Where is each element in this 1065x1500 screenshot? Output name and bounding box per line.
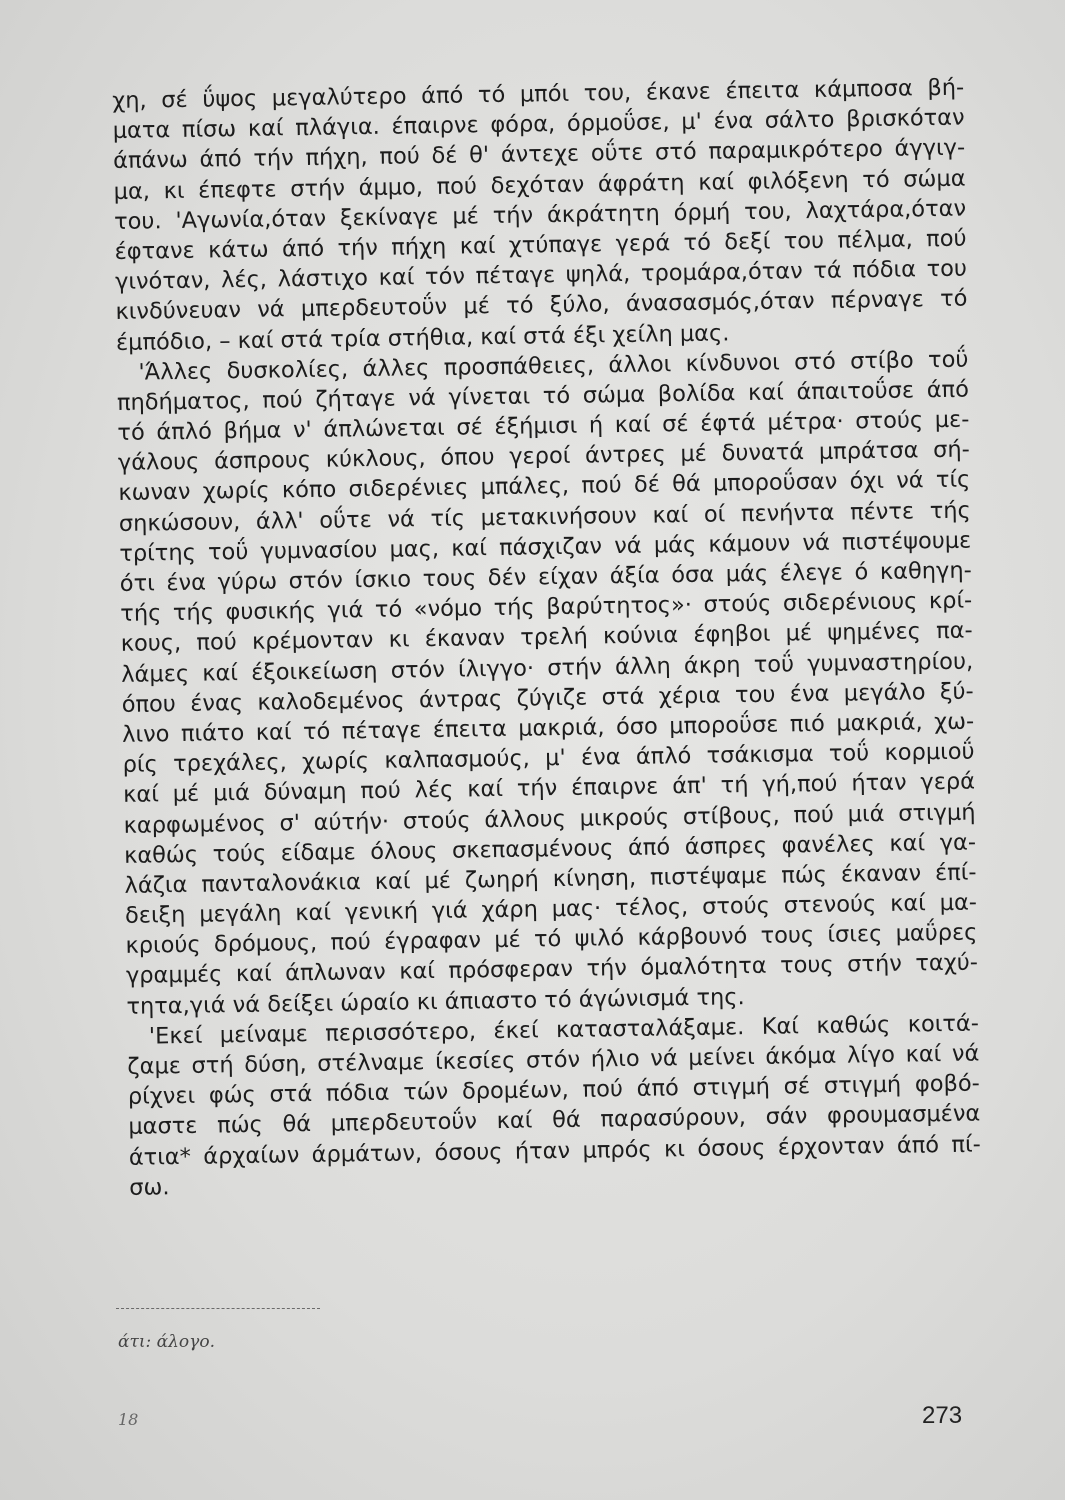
text-line-26: καθώς τούς είδαμε όλους σκεπασμένους άπό άσπρες φανέλες καί γα- xyxy=(123,829,977,869)
text-line-16: τρίτης τοΰ γυμνασίου μας, καί πάσχιζαν νά μάς κάμουν νά πιστέψουμε xyxy=(119,527,972,567)
text-line-5: του. 'Αγωνία,όταν ξεκίναγε μέ τήν άκράτητη όρμή του, λαχτάρα,όταν xyxy=(113,195,967,235)
text-line-18: τής τής φυσικής γιά τό «νόμο τής βαρύτητος»· στούς σιδερένιους κρί- xyxy=(120,587,973,628)
text-line-21: όπου ένας καλοδεμένος άντρας ζύγιζε στά χέρια του ένα μεγάλο ξύ- xyxy=(121,678,974,718)
text-line-28: δειξη μεγάλη καί γενική γιά χάρη μας· τέλος, στούς στενούς καί μα- xyxy=(124,889,978,929)
text-line-25: καρφωμένος σ' αύτήν· στούς άλλους μικρούς στίβους, πού μιά στιγμή xyxy=(123,799,976,839)
text-line-24: καί μέ μιά δύναμη πού λές καί τήν έπαιρνε άπ' τή γή,πού ήταν γερά xyxy=(122,768,976,809)
text-line-2: ματα πίσω καί πλάγια. έπαιρνε φόρα, όρμοΰσε, μ' ένα σάλτο βρισκόταν xyxy=(112,104,965,145)
footnote: άτι: άλογο. xyxy=(118,1332,215,1352)
text-line-22: λινο πιάτο καί τό πέταγε έπειτα μακριά, όσο μποροΰσε πιό μακριά, χω- xyxy=(121,708,975,748)
page-number: 273 xyxy=(922,1402,963,1429)
text-line-29: κριούς δρόμους, πού έγραφαν μέ τό ψιλό κάρβουνό τους ίσιες μαΰρες xyxy=(125,919,978,960)
text-line-12: τό άπλό βήμα ν' άπλώνεται σέ έξήμισι ή καί σέ έφτά μέτρα· στούς με- xyxy=(117,406,970,447)
text-line-14: κωναν χωρίς κόπο σιδερένιες μπάλες, πού δέ θά μποροΰσαν όχι νά τίς xyxy=(118,467,971,507)
text-line-30: γραμμές καί άπλωναν καί πρόσφεραν τήν όμαλότητα τους στήν ταχύ- xyxy=(125,949,979,990)
text-line-7: γινόταν, λές, λάστιχο καί τόν πέταγε ψηλά, τρομάρα,όταν τά πόδια του xyxy=(114,255,968,296)
text-line-9: έμπόδιο, – καί στά τρία στήθια, καί στά έξι χείλη μας. xyxy=(115,319,730,356)
text-line-33: ζαμε στή δύση, στέλναμε ίκεσίες στόν ήλιο νά μείνει άκόμα λίγο καί νά xyxy=(127,1040,980,1080)
text-line-20: λάμες καί έξοικείωση στόν ίλιγγο· στήν άλλη άκρη τοΰ γυμναστηρίου, xyxy=(121,648,974,688)
text-line-17: ότι ένα γύρω στόν ίσκιο τους δέν είχαν άξία όσα μάς έλεγε ό καθηγη- xyxy=(119,557,972,597)
main-text-block xyxy=(112,73,981,1203)
text-line-6: έφτανε κάτω άπό τήν πήχη καί χτύπαγε γερά τό δεξί του πέλμα, πού xyxy=(114,225,967,265)
footnote-divider xyxy=(116,1308,320,1309)
text-line-10: 'Άλλες δυσκολίες, άλλες προσπάθειες, άλλοι κίνδυνοι στό στίβο τοΰ xyxy=(138,346,969,386)
text-line-37: σω. xyxy=(129,1173,170,1201)
text-line-15: σηκώσουν, άλλ' οΰτε νά τίς μετακινήσουν καί οί πενήντα πέντε τής xyxy=(118,497,971,537)
text-line-27: λάζια πανταλονάκια καί μέ ζωηρή κίνηση, πιστέψαμε πώς έκαναν έπί- xyxy=(124,859,977,899)
text-line-34: ρίχνει φώς στά πόδια τών δρομέων, πού άπό στιγμή σέ στιγμή φοβό- xyxy=(127,1070,980,1111)
text-line-1: χη, σέ ΰψος μεγαλύτερο άπό τό μπόι του, έκανε έπειτα κάμποσα βή- xyxy=(112,74,965,114)
text-line-35: μαστε πώς θά μπερδευτοΰν καί θά παρασύρουν, σάν φρουμασμένα xyxy=(128,1100,981,1141)
text-line-11: πηδήματος, πού ζήταγε νά γίνεται τό σώμα βολίδα καί άπαιτοΰσε άπό xyxy=(116,376,970,416)
text-line-31: τητα,γιά νά δείξει ώραίο κι άπιαστο τό άγώνισμά της. xyxy=(126,983,745,1020)
text-line-36: άτια* άρχαίων άρμάτων, όσους ήταν μπρός κι όσους έρχονταν άπό πί- xyxy=(128,1131,981,1171)
text-line-19: κους, πού κρέμονταν κι έκαναν τρελή κούνια έφηβοι μέ ψημένες πα- xyxy=(120,617,973,658)
text-line-23: ρίς τρεχάλες, χωρίς καλπασμούς, μ' ένα άπλό τσάκισμα τοΰ κορμιοΰ xyxy=(122,738,975,779)
text-line-13: γάλους άσπρους κύκλους, όπου γεροί άντρες μέ δυνατά μπράτσα σή- xyxy=(117,436,971,477)
text-line-32: 'Εκεί μείναμε περισσότερο, έκεί κατασταλάξαμε. Καί καθώς κοιτά- xyxy=(148,1010,980,1050)
text-line-3: άπάνω άπό τήν πήχη, πού δέ θ' άντεχε οΰτε στό παραμικρότερο άγγιγ- xyxy=(112,134,966,175)
text-line-8: κινδύνευαν νά μπερδευτοΰν μέ τό ξύλο, άνασασμός,όταν πέρναγε τό xyxy=(115,285,968,326)
text-line-4: μα, κι έπεφτε στήν άμμο, πού δεχόταν άφράτη καί φιλόξενη τό σώμα xyxy=(113,165,966,205)
signature-mark: 18 xyxy=(118,1410,139,1429)
